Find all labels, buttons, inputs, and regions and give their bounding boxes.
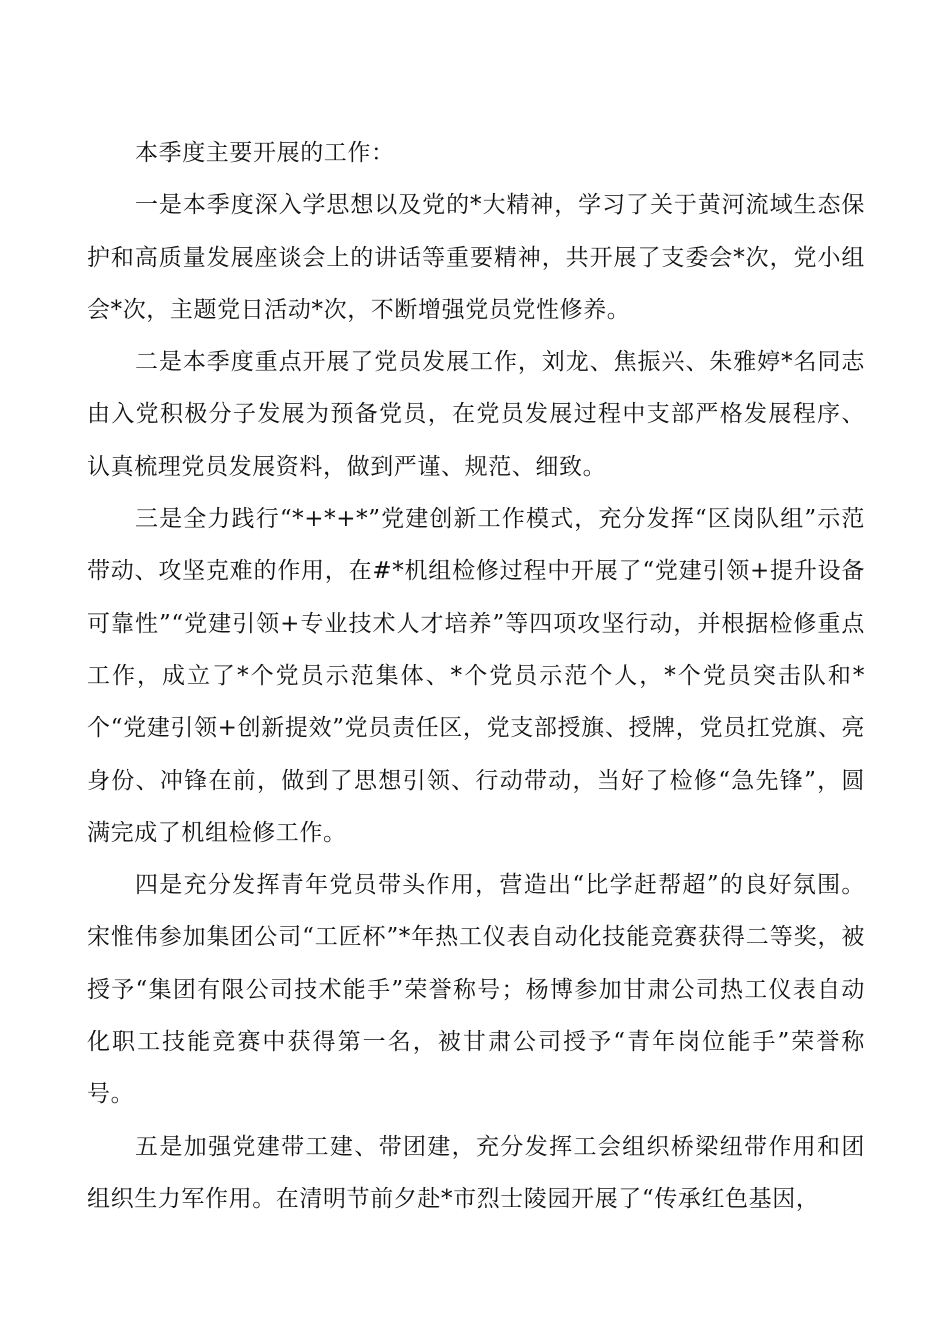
heading-paragraph: 本季度主要开展的工作：	[135, 140, 395, 166]
paragraph-item-1: 一是本季度深入学思想以及党的*大精神，学习了关于黄河流域生态保护和高质量发展座谈会上的讲话等重要精神，共开展了支委会*次，党小组会*次，主题党日活动*次，不断增强党员党性修养。	[87, 192, 865, 323]
paragraph-item-5: 五是加强党建带工建、带团建，充分发挥工会组织桥梁纽带作用和团组织生力军作用。在清明节前夕赴*市烈士陵园开展了“传承红色基因，	[87, 1133, 865, 1212]
paragraph-item-4: 四是充分发挥青年党员带头作用，营造出“比学赶帮超”的良好氛围。宋惟伟参加集团公司“工匠杯”*年热工仪表自动化技能竞赛获得二等奖，被授予“集团有限公司技术能手”荣誉称号；杨博参加甘肃公司热工仪表自动化职工技能竞赛中获得第一名，被甘肃公司授予“青年岗位能手”荣誉称号。	[87, 872, 865, 1108]
document-body	[87, 127, 865, 1225]
paragraph-item-2: 二是本季度重点开展了党员发展工作，刘龙、焦振兴、朱雅婷*名同志由入党积极分子发展为预备党员，在党员发展过程中支部严格发展程序、认真梳理党员发展资料，做到严谨、规范、细致。	[87, 349, 865, 480]
paragraph-item-3: 三是全力践行“*+*+*”党建创新工作模式，充分发挥“区岗队组”示范带动、攻坚克难的作用，在#*机组检修过程中开展了“党建引领+提升设备可靠性”“党建引领+专业技术人才培养”等四项攻坚行动，并根据检修重点工作，成立了*个党员示范集体、*个党员示范个人，*个党员突击队和*个“党建引领+创新提效”党员责任区，党支部授旗、授牌，党员扛党旗、亮身份、冲锋在前，做到了思想引领、行动带动，当好了检修“急先锋”，圆满完成了机组检修工作。	[87, 506, 865, 846]
